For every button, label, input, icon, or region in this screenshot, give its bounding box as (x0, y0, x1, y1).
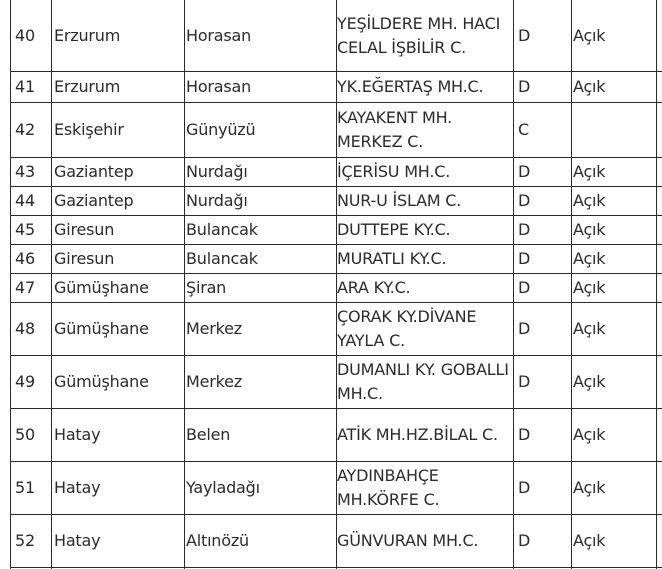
district-cell: Altınözü (186, 531, 249, 550)
row-number: 50 (15, 425, 35, 444)
mosque-name-cell: DUTTEPE KY.C. (337, 220, 451, 239)
province-cell: Gümüşhane (54, 278, 149, 297)
province-cell: Hatay (54, 425, 101, 444)
table-row (10, 216, 662, 245)
mosque-name-cell: GÜNVURAN MH.C. (337, 531, 479, 550)
type-cell: D (518, 162, 531, 181)
district-cell: Nurdağı (186, 162, 248, 181)
table-row (10, 187, 662, 216)
mosque-name-cell: ARA KY.C. (337, 278, 411, 297)
type-cell: D (518, 478, 531, 497)
mosque-name-cell: MURATLI KY.C. (337, 249, 447, 268)
table-row (10, 356, 662, 409)
table-row (10, 72, 662, 103)
row-number: 45 (15, 220, 35, 239)
province-cell: Gümüşhane (54, 319, 149, 338)
type-cell: D (518, 249, 531, 268)
status-cell: Açık (573, 425, 606, 444)
table-row (10, 462, 662, 515)
row-number: 44 (15, 191, 35, 210)
table-row (10, 103, 662, 158)
mosque-name-cell: NUR-U İSLAM C. (337, 191, 462, 210)
row-number: 40 (15, 25, 35, 45)
type-cell: D (518, 425, 531, 444)
province-cell: Giresun (54, 249, 115, 268)
type-cell: D (518, 191, 531, 210)
status-cell: Açık (573, 77, 606, 96)
district-cell: Günyüzü (186, 120, 256, 139)
mosque-name-cell: YEŞİLDERE MH. HACI CELAL İŞBİLİR C. (337, 13, 501, 57)
row-number: 48 (15, 319, 35, 338)
district-cell: Merkez (186, 372, 242, 391)
row-number: 52 (15, 531, 35, 550)
province-cell: Erzurum (54, 77, 121, 96)
mosque-name-cell: İÇERİSU MH.C. (337, 162, 451, 181)
status-cell: Açık (573, 372, 606, 391)
table-row (10, 274, 662, 303)
province-cell: Giresun (54, 220, 115, 239)
status-cell: Açık (573, 191, 606, 210)
province-cell: Gaziantep (54, 162, 134, 181)
province-cell: Erzurum (54, 25, 121, 45)
type-cell: D (518, 220, 531, 239)
type-cell: D (518, 531, 531, 550)
table-row (10, 158, 662, 187)
type-cell: D (518, 372, 531, 391)
table-row (10, 409, 662, 462)
mosque-name-cell: AYDINBAHÇE MH.KÖRFE C. (337, 466, 440, 509)
mosque-name-cell: YK.EĞERTAŞ MH.C. (337, 77, 484, 96)
type-cell: D (518, 25, 531, 45)
row-number: 41 (15, 77, 35, 96)
type-cell: D (518, 77, 531, 96)
province-cell: Gaziantep (54, 191, 134, 210)
row-number: 46 (15, 249, 35, 268)
district-cell: Yayladağı (186, 478, 260, 497)
district-cell: Belen (186, 425, 231, 444)
type-cell: C (518, 120, 529, 139)
mosque-name-cell: DUMANLI KY. GOBALLI MH.C. (337, 360, 509, 403)
status-cell (571, 103, 658, 157)
province-cell: Hatay (54, 478, 101, 497)
status-cell: Açık (573, 162, 606, 181)
table-row (10, 515, 662, 568)
province-cell: Eskişehir (54, 120, 124, 139)
status-cell: Açık (573, 319, 606, 338)
row-number: 51 (15, 478, 35, 497)
type-cell: D (518, 319, 531, 338)
district-cell: Nurdağı (186, 191, 248, 210)
status-cell: Açık (573, 25, 606, 45)
row-number: 47 (15, 278, 35, 297)
mosque-name-cell: KAYAKENT MH. MERKEZ C. (337, 108, 453, 151)
status-cell: Açık (573, 220, 606, 239)
mosque-name-cell: ATİK MH.HZ.BİLAL C. (337, 425, 498, 444)
status-cell: Açık (573, 249, 606, 268)
district-cell: Bulancak (186, 249, 258, 268)
district-cell: Horasan (186, 77, 252, 96)
province-cell: Gümüşhane (54, 372, 149, 391)
district-cell: Bulancak (186, 220, 258, 239)
table-row (10, 303, 662, 356)
district-cell: Merkez (186, 319, 242, 338)
row-number: 43 (15, 162, 35, 181)
table-row (10, 245, 662, 274)
district-cell: Horasan (186, 25, 252, 45)
row-number: 42 (15, 120, 35, 139)
district-cell: Şiran (186, 278, 227, 297)
status-cell: Açık (573, 531, 606, 550)
province-cell: Hatay (54, 531, 101, 550)
type-cell: D (518, 278, 531, 297)
status-cell: Açık (573, 478, 606, 497)
row-number: 49 (15, 372, 35, 391)
status-cell: Açık (573, 278, 606, 297)
table-row (10, 0, 662, 72)
mosque-name-cell: ÇORAK KY.DİVANE YAYLA C. (337, 307, 477, 350)
